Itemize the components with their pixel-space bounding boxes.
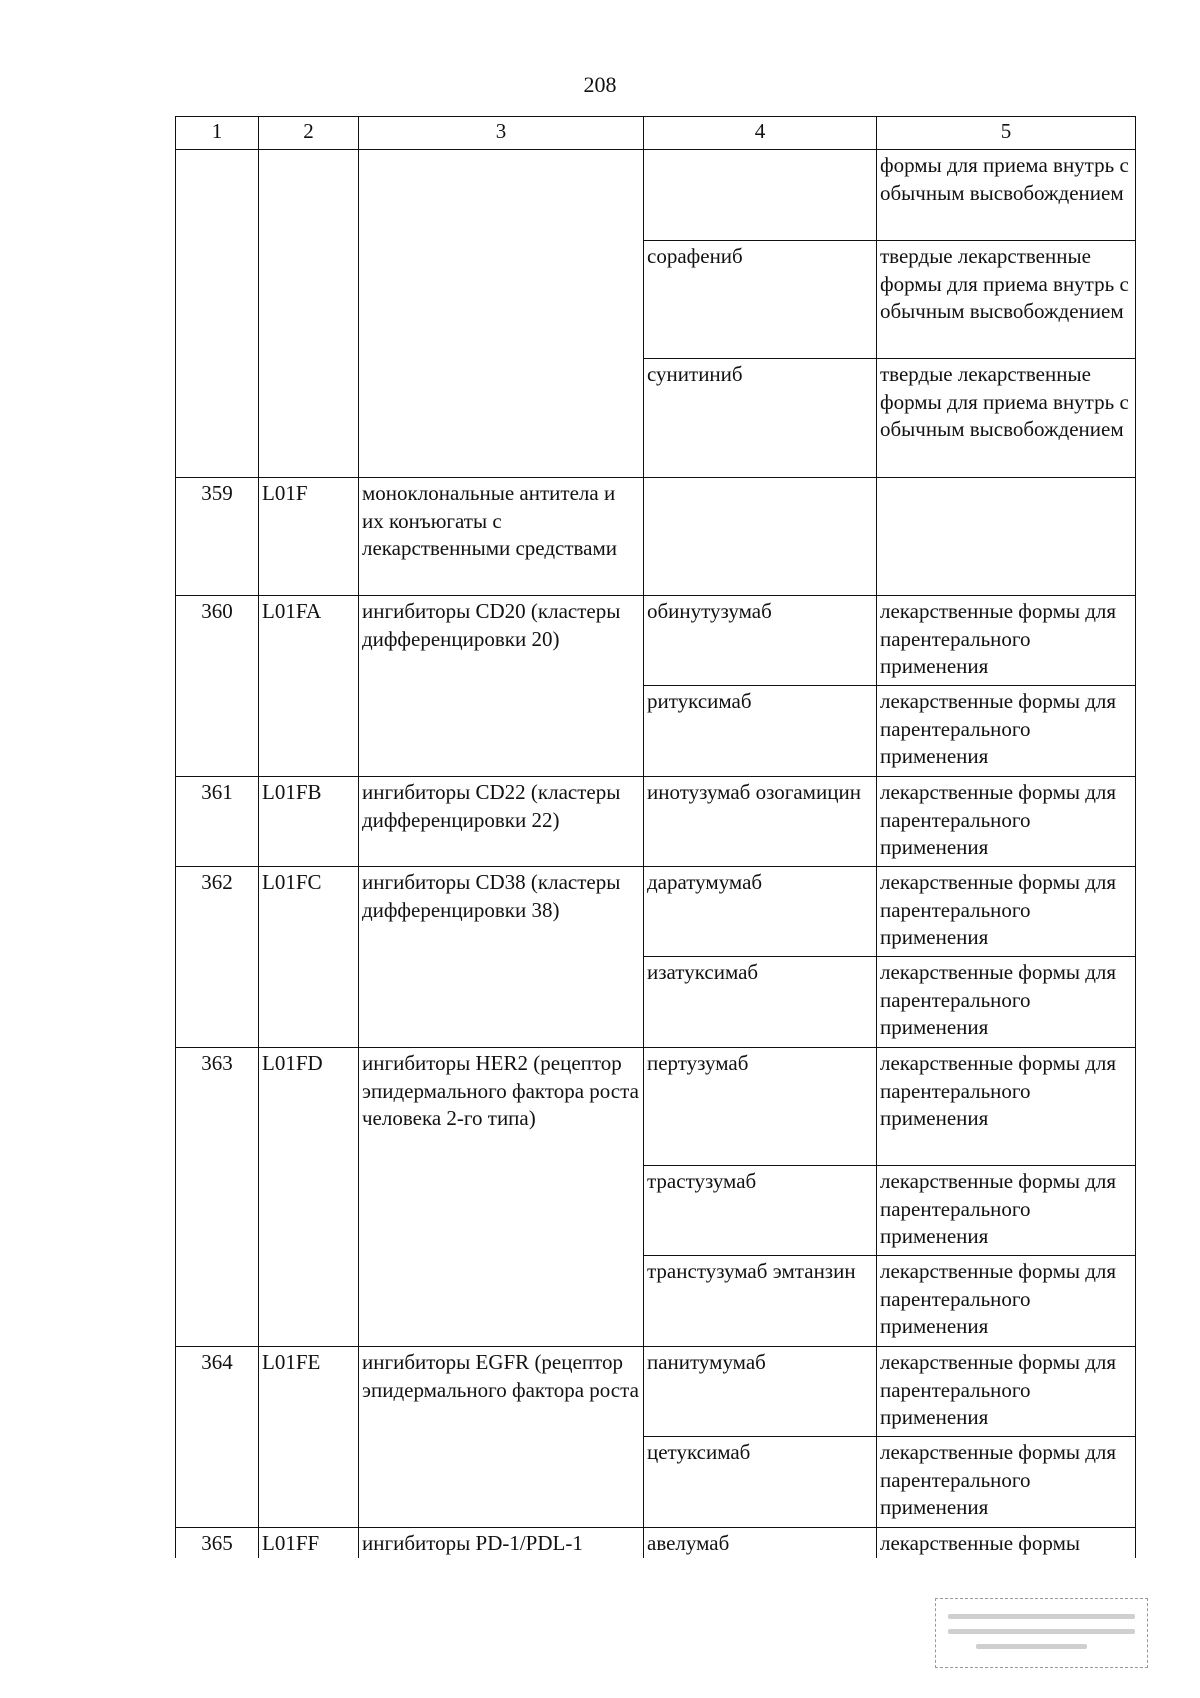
drug-name — [644, 150, 877, 241]
drug-name: ритуксимаб — [644, 686, 877, 777]
drug-name: пертузумаб — [644, 1048, 877, 1166]
anatomical-group — [359, 150, 644, 478]
table-row — [176, 150, 1136, 241]
drug-name: авелумаб — [644, 1528, 877, 1558]
dosage-form: лекарственные формы для парентерального применения — [877, 686, 1136, 777]
dosage-form: лекарственные формы для парентерального применения — [877, 596, 1136, 686]
drug-name: обинутузумаб — [644, 596, 877, 686]
drug-name: инотузумаб озогамицин — [644, 777, 877, 867]
drug-name: даратумумаб — [644, 867, 877, 957]
anatomical-group: ингибиторы CD22 (кластеры дифференцировки 22) — [359, 777, 644, 867]
row-number: 361 — [176, 777, 259, 867]
dosage-form: лекарственные формы для парентерального применения — [877, 867, 1136, 957]
dosage-form: лекарственные формы для парентерального применения — [877, 957, 1136, 1048]
row-number: 363 — [176, 1048, 259, 1347]
dosage-form: лекарственные формы для парентерального применения — [877, 1437, 1136, 1528]
anatomical-group: ингибиторы HER2 (рецептор эпидермального фактора роста человека 2-го типа) — [359, 1048, 644, 1347]
table-row — [176, 867, 1136, 957]
dosage-form: лекарственные формы для парентерального применения — [877, 777, 1136, 867]
dosage-form: лекарственные формы для парентерального применения — [877, 1166, 1136, 1256]
row-number: 362 — [176, 867, 259, 1048]
table-row — [176, 777, 1136, 867]
row-number: 365 — [176, 1528, 259, 1558]
column-header: 4 — [644, 117, 877, 150]
table-row — [176, 1347, 1136, 1437]
page-number: 208 — [583, 72, 617, 97]
atc-code: L01FD — [259, 1048, 359, 1347]
table-row — [176, 596, 1136, 686]
anatomical-group: ингибиторы CD20 (кластеры дифференцировки 20) — [359, 596, 644, 777]
anatomical-group: ингибиторы CD38 (кластеры дифференцировки 38) — [359, 867, 644, 1048]
dosage-form: лекарственные формы для парентерального применения — [877, 1256, 1136, 1347]
column-header: 2 — [259, 117, 359, 150]
anatomical-group: ингибиторы PD-1/PDL-1 — [359, 1528, 644, 1558]
atc-code — [259, 150, 359, 478]
dosage-form — [877, 478, 1136, 596]
drug-name: изатуксимаб — [644, 957, 877, 1048]
row-number: 359 — [176, 478, 259, 596]
dosage-form: лекарственные формы — [877, 1528, 1136, 1558]
dosage-form: лекарственные формы для парентерального применения — [877, 1048, 1136, 1166]
row-number — [176, 150, 259, 478]
column-header: 5 — [877, 117, 1136, 150]
atc-code: L01FF — [259, 1528, 359, 1558]
row-number: 360 — [176, 596, 259, 777]
atc-code: L01FC — [259, 867, 359, 1048]
drug-name: сунитиниб — [644, 359, 877, 478]
anatomical-group: моноклональные антитела и их конъюгаты с лекарственными средствами — [359, 478, 644, 596]
column-header: 1 — [176, 117, 259, 150]
drug-name: панитумумаб — [644, 1347, 877, 1437]
dosage-form: лекарственные формы для парентерального применения — [877, 1347, 1136, 1437]
table-row — [176, 1528, 1136, 1558]
drug-name: трастузумаб — [644, 1166, 877, 1256]
atc-code: L01FA — [259, 596, 359, 777]
table-header-row — [176, 117, 1136, 150]
anatomical-group: ингибиторы EGFR (рецептор эпидермального фактора роста — [359, 1347, 644, 1528]
atc-code: L01FB — [259, 777, 359, 867]
atc-code: L01F — [259, 478, 359, 596]
registration-stamp — [935, 1598, 1148, 1668]
dosage-form: формы для приема внутрь с обычным высвобождением — [877, 150, 1136, 241]
column-header: 3 — [359, 117, 644, 150]
drug-table — [175, 116, 1136, 1558]
row-number: 364 — [176, 1347, 259, 1528]
table-row — [176, 478, 1136, 596]
atc-code: L01FE — [259, 1347, 359, 1528]
dosage-form: твердые лекарственные формы для приема внутрь с обычным высвобождением — [877, 359, 1136, 478]
drug-name: цетуксимаб — [644, 1437, 877, 1528]
drug-name — [644, 478, 877, 596]
table-row — [176, 1048, 1136, 1166]
drug-name: сорафениб — [644, 241, 877, 359]
dosage-form: твердые лекарственные формы для приема внутрь с обычным высвобождением — [877, 241, 1136, 359]
drug-name: транстузумаб эмтанзин — [644, 1256, 877, 1347]
